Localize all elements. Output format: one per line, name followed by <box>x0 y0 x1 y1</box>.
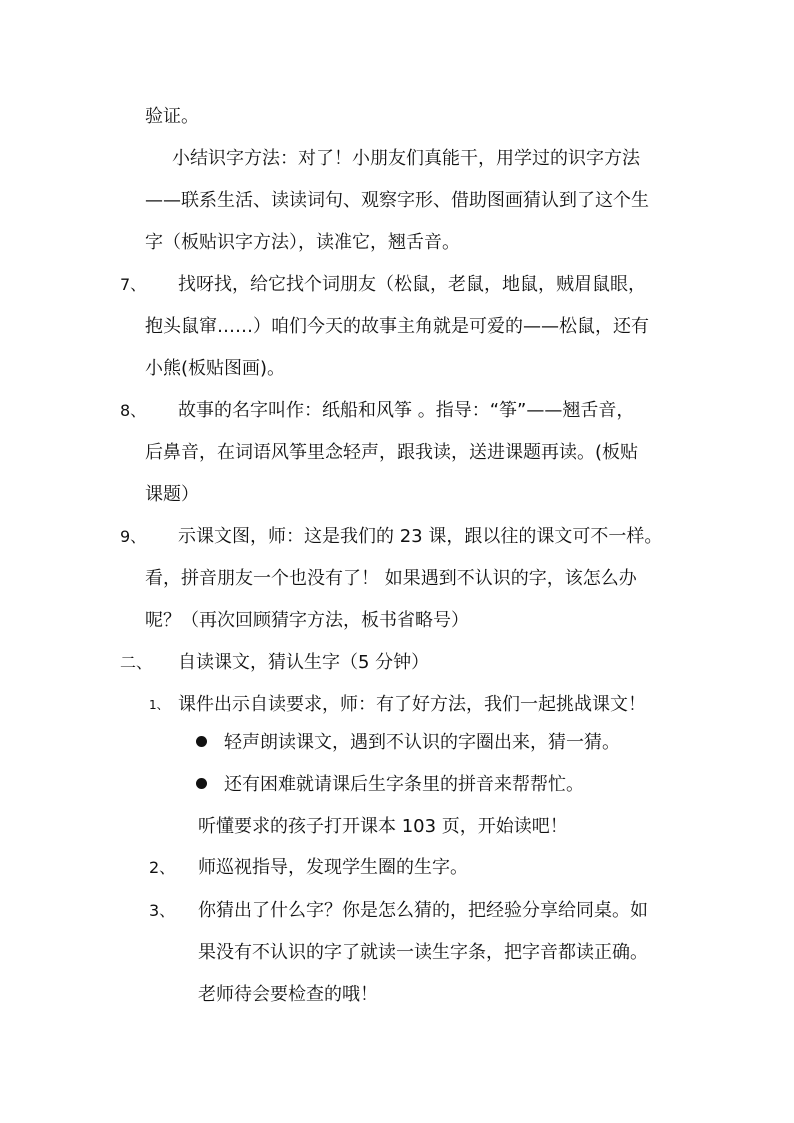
bullet-icon <box>196 778 207 789</box>
text-line: 故事的名字叫作：纸船和风筝 。指导：“筝”——翘舌音， <box>178 400 635 421</box>
bullet-icon <box>196 736 207 747</box>
text-line: 果没有不认识的字了就读一读生字条，把字音都读正确。 <box>198 942 648 963</box>
text-line: 课题） <box>145 484 199 505</box>
list-number: 2、 <box>149 858 176 877</box>
text-line: 示课文图，师：这是我们的 23 课，跟以往的课文可不一样。 <box>178 526 663 547</box>
list-number: 7、 <box>120 275 147 294</box>
text-line: 小结识字方法：对了！小朋友们真能干，用学过的识字方法 <box>172 148 640 169</box>
section-heading: 自读课文，猜认生字（5 分钟） <box>178 652 430 673</box>
bullet-text: 轻声朗读课文，遇到不认识的字圈出来，猜一猜。 <box>224 732 620 753</box>
text-line: 课件出示自读要求，师：有了好方法，我们一起挑战课文！ <box>178 694 646 715</box>
list-number: 1、 <box>149 698 169 712</box>
text-line: 你猜出了什么字？你是怎么猜的，把经验分享给同桌。如 <box>198 900 648 921</box>
text-line: ——联系生活、读读词句、观察字形、借助图画猜认到了这个生 <box>145 190 649 211</box>
text-line: 后鼻音，在词语风筝里念轻声，跟我读，送进课题再读。(板贴 <box>145 442 639 463</box>
text-line: 听懂要求的孩子打开课本 103 页，开始读吧！ <box>198 816 568 837</box>
text-line: 老师待会要检查的哦！ <box>198 984 378 1005</box>
text-line: 看，拼音朋友一个也没有了！ 如果遇到不认识的字，该怎么办 <box>145 568 637 589</box>
text-line: 呢？（再次回顾猜字方法，板书省略号） <box>145 610 469 631</box>
bullet-text: 还有困难就请课后生字条里的拼音来帮帮忙。 <box>224 774 584 795</box>
text-line: 小熊(板贴图画)。 <box>145 358 286 379</box>
text-line: 字（板贴识字方法），读准它，翘舌音。 <box>145 232 460 253</box>
text-line: 验证。 <box>145 106 199 127</box>
text-line: 师巡视指导，发现学生圈的生字。 <box>198 857 468 878</box>
list-number: 3、 <box>149 901 176 920</box>
list-number: 8、 <box>120 401 147 420</box>
list-number: 9、 <box>120 527 147 546</box>
text-line: 抱头鼠窜……）咱们今天的故事主角就是可爱的——松鼠，还有 <box>145 316 649 337</box>
section-number: 二、 <box>120 653 153 672</box>
text-line: 找呀找，给它找个词朋友（松鼠，老鼠，地鼠，贼眉鼠眼， <box>178 274 646 295</box>
